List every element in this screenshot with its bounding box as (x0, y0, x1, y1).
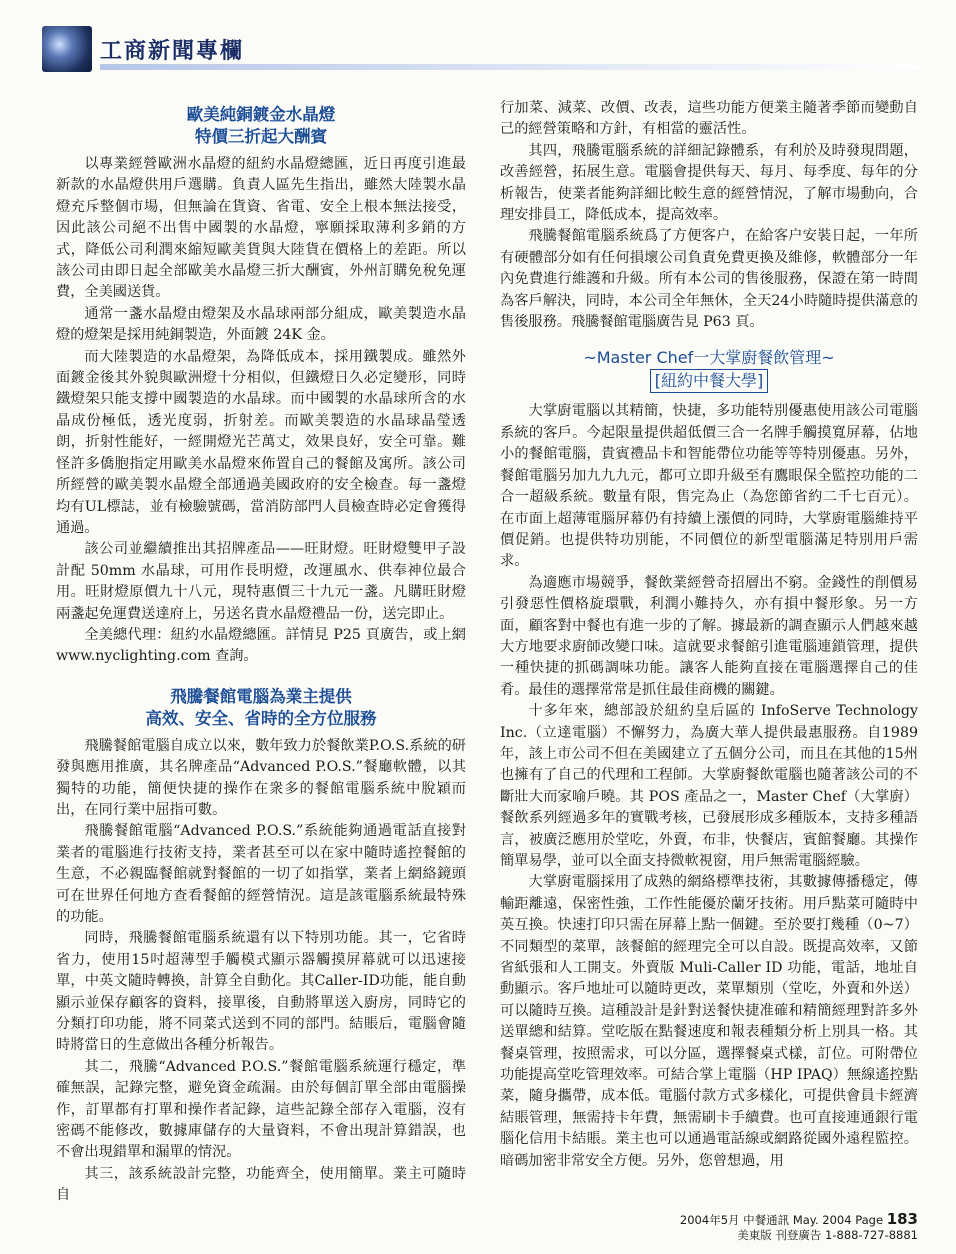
article2-paragraph: 同時，飛騰餐館電腦系統還有以下特別功能。其一，它省時省力，使用15吋超薄型手觸模式顯示器觸摸屏幕就可以迅速接單，中英文隨時轉換，計算全自動化。其Caller-ID功能，能自動顯示並保存顧客的資料，接單後，自動將單送入廚房，同時它的分類打印功能，將不同菜式送到不同的部門。結賬后，電腦會隨時將當日的生意做出各種分析報告。 (56, 930, 466, 1054)
article1-title-line2: 特價三折起大酬賓 (195, 127, 327, 146)
right-column (500, 98, 918, 1172)
page-header (0, 0, 956, 80)
page-number: 183 (886, 1210, 918, 1228)
article1-paragraph: 全美總代理：紐約水晶燈總匯。詳情見 P25 頁廣告，或上網 www.nyclighting.com 查詢。 (56, 626, 466, 665)
article2-paragraph: 飛騰餐館電腦自成立以來，數年致力於餐飲業P.O.S.系統的研發與應用推廣，其名牌產品“Advanced P.O.S.”餐廳軟體，以其獨特的功能，簡便快捷的操作在衆多的餐館電腦系統中脫穎而出，在同行業中屈指可數。 (56, 737, 466, 818)
footer-page-label: Page (855, 1213, 884, 1227)
article2-paragraph: 飛騰餐館電腦系統爲了方便客户，在給客户安裝日起，一年所有硬體部分如有任何損壞公司負責免費更換及維修，軟體部分一年內免費進行維護和升級。所有本公司的售後服務，保證在第一時間為客戶解決，同時，本公司全年無休，全天24小時隨時提供滿意的售後服務。飛騰餐館電腦廣告見 P63 頁。 (500, 228, 918, 331)
article2-paragraph: 飛騰餐館電腦“Advanced P.O.S.”系統能夠通過電話直接對業者的電腦進行技術支持，業者甚至可以在家中隨時遙控餐館的生意，不必親臨餐館就對餐館的一切了如指掌，業者上網絡鏡頭可在世界任何地方查看餐館的經營情況。這是該電腦系統最特殊的功能。 (56, 823, 466, 925)
page-footer (680, 1212, 918, 1243)
article3-paragraph: 大掌廚電腦以其精簡，快捷，多功能特別優惠使用該公司電腦系統的客戶。今起限量提供超低價三合一名牌手觸摸寬屏幕，佔地小的餐館電腦，貴賓禮品卡和智能帶位功能等等特別優惠。另外，餐館電腦另加九九九元，都可立即升級至有鷹眼保全監控功能的二合一超級系統。數量有限，售完為止（為您節省約二千七百元）。在市面上超薄電腦屏幕仍有持續上漲價的同時，大掌廚電腦維持平價促銷。也提供特功別能，不同價位的新型電腦滿足特別用戶需求。 (500, 403, 918, 570)
column-logo-icon (42, 26, 92, 72)
article1-paragraph: 以專業經營歐洲水晶燈的紐約水晶燈總匯，近日再度引進最新款的水晶燈供用戶選購。負責人區先生指出，雖然大陸製水晶燈充斥整個市場，但無論在貨資、省電、安全上根本無法接受，因此該公司絕不出售中國製的水晶燈，寧願採取薄利多銷的方式，降低公司利潤來縮短歐美貨與大陸貨在價格上的差距。所以該公司由即日起全部歐美水晶燈三折大酬賓，外州訂購免稅免運費，全美國送貨。 (56, 156, 466, 301)
article1-paragraph: 該公司並繼續推出其招牌產品——旺財燈。旺財燈雙甲子設計配 50mm 水晶球，可用作長明燈，改運風水、供奉神位最合用。旺財燈原價九十八元，現特惠價三十九元一盞。凡購旺財燈兩盞起免運費送達府上，另送名貴水晶燈禮品一份，送完即止。 (56, 541, 466, 622)
spacer (56, 668, 466, 680)
article3-title (500, 347, 918, 393)
article2-paragraph: 其四，飛騰電腦系統的詳細記錄體系，有利於及時發現問題，改善經營，拓展生意。電腦會提供每天、每月、每季度、每年的分析報告，使業者能夠詳細比較生意的經營情況，了解市場動向，合理安排員工，降低成本，提高效率。 (500, 142, 918, 224)
article2-title-line2: 高效、安全、省時的全方位服務 (145, 708, 377, 728)
article2-paragraph: 其三，該系統設計完整，功能齊全，使用簡單。業主可隨時自 (56, 1165, 466, 1204)
article2-title-line1: 飛騰餐館電腦為業主提供 (170, 686, 352, 706)
left-column (56, 98, 466, 1207)
header-rule (100, 64, 920, 70)
footer-edition: 美東版 刊登廣告 1-888-727-8881 (737, 1228, 918, 1242)
article3-paragraph: 為適應市場競爭，餐飲業經營奇招層出不窮。金錢性的削價易引發惡性價格旋環戰，利潤小難持久，亦有損中餐形象。另一方面，顧客對中餐也有進一步的了解。據最新的調查顯示人們越來越大方地要求廚師改變口味。這就要求餐館引進電腦連鎖管理，提供一種快捷的抓碼調味功能。讓客人能夠直接在電腦選擇自己的佳肴。最佳的選擇常常是抓住最佳商機的關鍵。 (500, 574, 918, 698)
article2-paragraph-continued: 行加菜、減菜、改價、改表，這些功能方便業主隨著季節而變動自己的經營策略和方針，有相當的靈活性。 (500, 100, 918, 138)
column-title: 工商新聞專欄 (100, 39, 245, 64)
article3-title-line1: ~Master Chef一大掌廚餐飲管理~ (583, 348, 835, 368)
article3-paragraph: 十多年來，總部設於紐約皇后區的 InfoServe Technology Inc.（立達電腦）不懈努力，為廣大華人提供最惠服務。自1989年，該上市公司不但在美國建立了五個分公司，而且在其他的15州也擁有了自己的代理和工程師。大掌廚餐飲電腦也隨著該公司的不斷壯大而家喻戶曉。其 POS 產品之一，Master Chef（大掌廚）餐飲系列經過多年的實戰考核，已發展形成多種版本，支持多種語言，被廣泛應用於堂吃，外賣，布非，快餐店，賓館餐廳。其操作簡單易學，並可以全面支持微軟視窗，用戶無需電腦經驗。 (500, 703, 918, 869)
article1-title-line1: 歐美純銅鍍金水晶燈 (186, 105, 336, 124)
article1-paragraph: 而大陸製造的水晶燈架，為降低成本，採用鐵製成。雖然外面鍍金後其外貌與歐洲燈十分相似，但鐵燈日久必定變形，同時鐵燈架只能支撐中國製造的水晶球。而中國製的水晶球所含的水晶成份極低，透光度弱，折射差。而歐美製造的水晶球晶瑩透朗，折射性能好，一經開燈光芒萬丈，效果良好，安全可靠。難怪許多僑胞指定用歐美水晶燈來佈置自己的餐館及寓所。該公司所經營的歐美製水晶燈全部通過美國政府的安全檢查。每一盞燈均有UL標誌，並有檢驗號碼，當消防部門人員檢查時必定會獲得通過。 (56, 348, 466, 536)
article1-paragraph: 通常一盞水晶燈由燈架及水晶球兩部分組成，歐美製造水晶燈的燈架是採用純銅製造，外面鍍 24K 金。 (56, 305, 466, 344)
article3-title-line2: [紐約中餐大學] (650, 369, 769, 393)
article2-paragraph: 其二，飛騰“Advanced P.O.S.”餐館電腦系統運行穩定，準確無誤，記錄完整，避免資金疏漏。由於每個訂單全部由電腦操作，訂單都有打單和操作者記錄，這些記錄全部存入電腦，沒有密碼不能修改，數據庫儲存的大量資料，不會出現計算錯誤，也不會出現錯單和漏單的情況。 (56, 1058, 466, 1161)
article1-title (56, 104, 466, 148)
article3-paragraph: 大掌廚電腦採用了成熟的網絡標準技術，其數據傳播穩定，傳輸距離遠，保密性強，工作性能優於蘭牙技術。用戶點菜可隨時中英互換。快速打印只需在屏幕上點一個鍵。至於要打幾種（0~7）不同類型的菜單，該餐館的經理完全可以自設。既提高效率，又節省紙張和人工開支。外賣版 Muli-Caller ID 功能，電話，地址自動顯示。客戶地址可以隨時更改，菜單類別（堂吃，外賣和外送）可以隨時互換。這種設計是針對送餐快捷准確和精簡經理對許多外送單總和結算。堂吃版在點餐速度和報表種類分析上別具一格。其餐桌管理，按照需求，可以分區，選擇餐桌式樣，訂位。可附帶位功能提高堂吃管理效率。可結合掌上電腦（HP IPAQ）無線遙控點菜，隨身攜帶，成本低。電腦付款方式多樣化，可提供會員卡經濟結賬管理，無需持卡年費，無需刷卡手續費。也可直接連通銀行電腦化信用卡結賬。業主也可以通過電話線或網路從國外遠程監控。暗碼加密非常安全方便。另外，您曾想過，用 (500, 874, 918, 1169)
footer-date: 2004年5月 中餐通訊 May. 2004 (679, 1213, 852, 1227)
article2-title (56, 686, 466, 730)
